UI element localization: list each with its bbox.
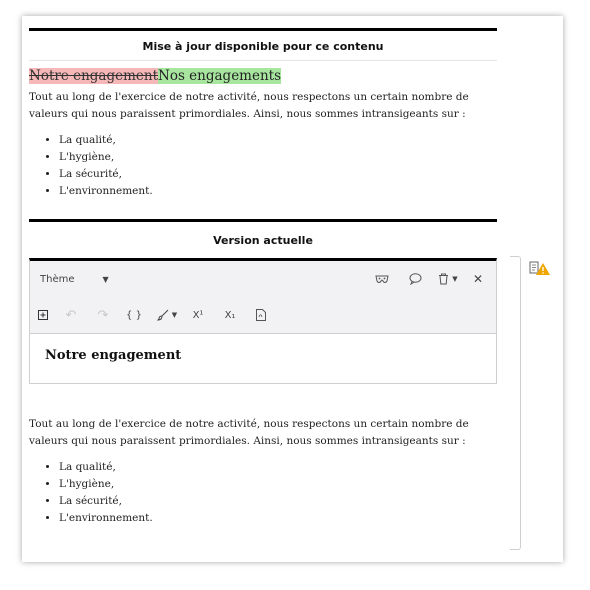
chevron-down-icon: ▼ <box>171 311 178 319</box>
current-section-header <box>29 219 497 248</box>
subscript-icon[interactable]: X₁ <box>224 309 236 321</box>
comment-icon[interactable] <box>405 261 425 297</box>
list-item: • L'hygiène, <box>59 149 497 166</box>
pdf-icon[interactable] <box>254 297 268 333</box>
superscript-icon[interactable]: X¹ <box>192 309 204 321</box>
mask-icon[interactable] <box>372 261 392 297</box>
current-paragraph: Tout au long de l'exercice de notre activité, nous respectons un certain nombre de valeurs qui nous paraissent primordiales. Ainsi, nous sommes intransigeants sur : <box>29 418 469 447</box>
list-item: • L'environnement. <box>59 183 497 200</box>
close-icon[interactable]: ✕ <box>472 272 484 286</box>
current-title: Version actuelle <box>213 234 313 247</box>
heading-diff <box>29 68 497 84</box>
toolbar-row-2 <box>30 297 496 333</box>
list-item: • La qualité, <box>59 459 497 476</box>
rich-text-editor <box>29 258 497 384</box>
update-title: Mise à jour disponible pour ce contenu <box>142 40 384 53</box>
update-section <box>29 16 497 200</box>
list-item: • La sécurité, <box>59 493 497 510</box>
theme-label: Thème <box>40 273 75 285</box>
editor-toolbar <box>30 261 496 334</box>
update-list <box>29 132 497 200</box>
insert-block-icon[interactable] <box>36 297 50 333</box>
theme-dropdown[interactable] <box>40 261 110 297</box>
deleted-text: Notre engagement <box>29 68 159 84</box>
chevron-down-icon: ▼ <box>102 274 109 284</box>
current-list <box>29 459 497 527</box>
warning-icon[interactable] <box>529 261 551 277</box>
update-paragraph: Tout au long de l'exercice de notre activité, nous respectons un certain nombre de valeurs qui nous paraissent primordiales. Ainsi, nous sommes intransigeants sur : <box>29 91 469 120</box>
compare-panel <box>22 16 563 562</box>
list-item: • La qualité, <box>59 132 497 149</box>
toolbar-row-1 <box>30 261 496 297</box>
current-section-body <box>29 416 497 527</box>
side-bracket <box>510 256 521 550</box>
undo-icon[interactable]: ↶ <box>65 307 77 323</box>
editor-heading: Notre engagement <box>45 348 182 363</box>
list-item: • L'hygiène, <box>59 476 497 493</box>
list-item: • La sécurité, <box>59 166 497 183</box>
chevron-down-icon: ▼ <box>452 275 458 283</box>
redo-icon[interactable]: ↷ <box>97 307 109 323</box>
inserted-text: Nos engagements <box>158 68 282 84</box>
code-icon[interactable]: { } <box>126 309 142 321</box>
list-item: • L'environnement. <box>59 510 497 527</box>
brush-icon[interactable] <box>154 297 180 333</box>
editor-content[interactable] <box>30 334 496 377</box>
trash-icon[interactable] <box>434 261 462 297</box>
